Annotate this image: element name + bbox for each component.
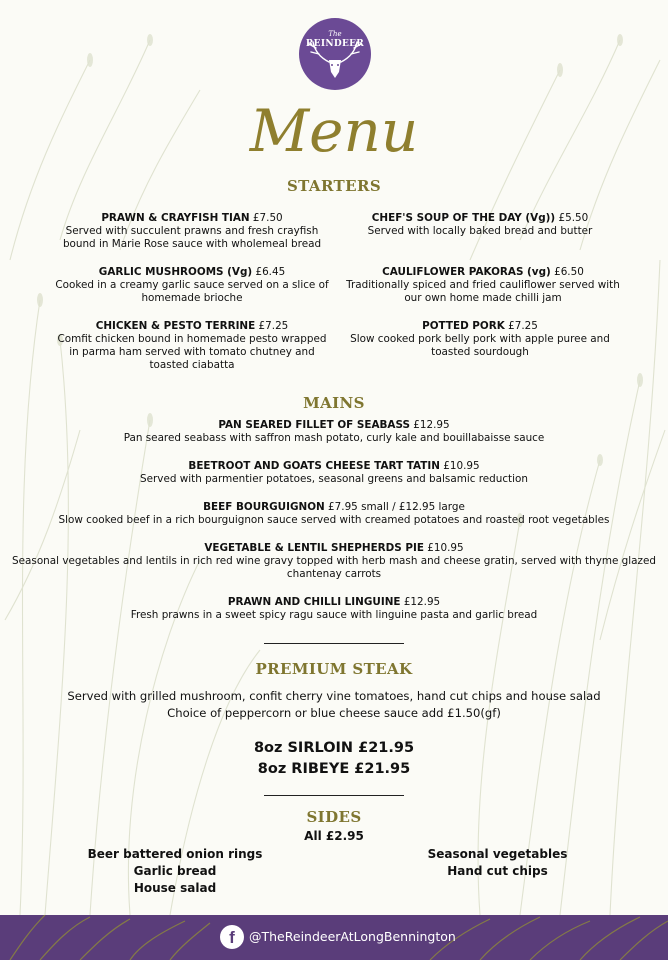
item-price: £7.95 small / £12.95 large (328, 501, 465, 513)
footer-bar (0, 915, 668, 960)
side-item: House salad (133, 881, 217, 895)
item-desc: Served with succulent prawns and fresh crayfish bound in Marie Rose sauce with wholemeal bread (62, 225, 322, 250)
item-name: CHICKEN & PESTO TERRINE (95, 320, 256, 332)
steak-cut: 8oz SIRLOIN £21.95 (253, 740, 415, 756)
item-desc: Served with locally baked bread and butter (367, 225, 593, 237)
menu-title: Menu (249, 97, 419, 165)
item-desc: Pan seared seabass with saffron mash potato, curly kale and bouillabaisse sauce (123, 432, 545, 444)
starters-heading: STARTERS (286, 177, 382, 195)
facebook-icon[interactable] (220, 925, 244, 949)
main-item (10, 542, 658, 581)
item-price: £6.50 (554, 266, 584, 278)
reindeer-logo (299, 18, 371, 90)
sides-price: All £2.95 (304, 829, 364, 843)
main-item (10, 596, 658, 622)
divider (264, 643, 404, 644)
steak-desc-1: Served with grilled mushroom, confit cherry vine tomatoes, hand cut chips and house salad (67, 689, 601, 703)
main-item (10, 419, 658, 445)
item-desc: Slow cooked beef in a rich bourguignon sauce served with creamed potatoes and roasted root vegetables (58, 514, 610, 526)
divider (264, 795, 404, 796)
mains-heading: MAINS (303, 394, 365, 412)
starter-item (338, 212, 622, 238)
starter-item (52, 212, 332, 251)
item-desc: Fresh prawns in a sweet spicy ragu sauce with linguine pasta and garlic bread (130, 609, 538, 621)
item-name: PRAWN AND CHILLI LINGUINE (227, 596, 401, 608)
item-name: BEEF BOURGUIGNON (203, 501, 325, 513)
item-name: VEGETABLE & LENTIL SHEPHERDS PIE (204, 542, 424, 554)
starter-item (338, 266, 628, 305)
starter-item (338, 320, 622, 359)
logo-the: The (328, 30, 342, 38)
item-price: £7.25 (508, 320, 538, 332)
item-name: PAN SEARED FILLET OF SEABASS (218, 419, 410, 431)
facebook-letter: f (229, 928, 235, 947)
item-desc: Cooked in a creamy garlic sauce served on a slice of homemade brioche (55, 279, 329, 304)
main-item (10, 501, 658, 527)
item-price: £5.50 (558, 212, 589, 224)
facebook-handle[interactable]: @TheReindeerAtLongBennington (249, 929, 456, 944)
logo-name: REINDEER (305, 39, 365, 49)
starter-item (52, 266, 332, 305)
item-price: £12.95 (403, 596, 441, 608)
item-desc: Slow cooked pork belly pork with apple puree and toasted sourdough (350, 333, 610, 358)
steak-heading: PREMIUM STEAK (255, 660, 413, 678)
item-price: £10.95 (427, 542, 464, 554)
sides-heading: SIDES (306, 808, 362, 826)
item-name: PRAWN & CRAYFISH TIAN (101, 212, 250, 224)
side-item: Hand cut chips (447, 864, 548, 878)
main-item (10, 460, 658, 486)
side-item: Garlic bread (133, 864, 217, 878)
item-price: £7.50 (252, 212, 283, 224)
item-name: POTTED PORK (422, 320, 505, 332)
stag-head-icon (299, 18, 371, 90)
side-item: Seasonal vegetables (427, 847, 568, 861)
item-desc: Served with parmentier potatoes, seasonal greens and balsamic reduction (140, 473, 528, 485)
item-name: BEETROOT AND GOATS CHEESE TART TATIN (188, 460, 440, 472)
item-desc: Seasonal vegetables and lentils in rich red wine gravy topped with herb mash and cheese gratin, served with thyme glazed chantenay carrots (12, 555, 656, 580)
side-item: Beer battered onion rings (87, 847, 263, 861)
starter-item (52, 320, 332, 372)
steak-cut: 8oz RIBEYE £21.95 (257, 761, 411, 777)
item-price: £12.95 (413, 419, 450, 431)
item-price: £6.45 (255, 266, 286, 278)
steak-desc-2: Choice of peppercorn or blue cheese sauce add £1.50(gf) (167, 706, 501, 720)
item-name: GARLIC MUSHROOMS (Vg) (98, 266, 253, 278)
item-desc: Traditionally spiced and fried cauliflower served with our own home made chilli jam (346, 279, 620, 304)
item-desc: Comfit chicken bound in homemade pesto wrapped in parma ham served with tomato chutney and toasted ciabatta (57, 333, 327, 371)
item-name: CAULIFLOWER PAKORAS (vg) (382, 266, 551, 278)
item-name: CHEF'S SOUP OF THE DAY (Vg)) (371, 212, 556, 224)
item-price: £7.25 (258, 320, 289, 332)
item-price: £10.95 (443, 460, 480, 472)
